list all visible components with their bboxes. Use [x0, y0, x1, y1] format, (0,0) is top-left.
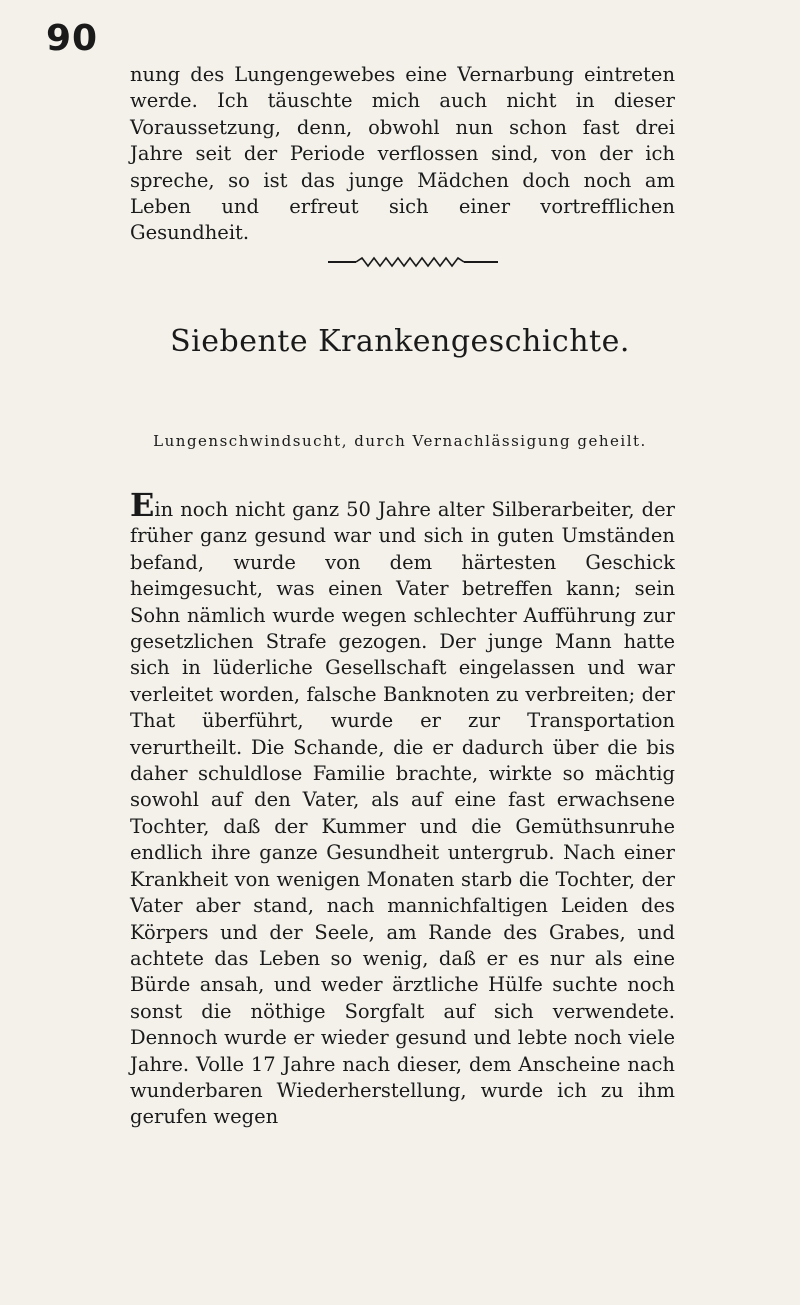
chapter-body-paragraph [130, 486, 675, 1131]
intro-paragraph: nung des Lungengewebes eine Vernarbung eintreten werde. Ich täuschte mich auch nicht in dieser Voraussetzung, denn, obwohl nun schon fast drei Jahre seit der Periode verflossen sind, von der ich spreche, so ist das junge Mädchen doch noch am Leben und erfreut sich einer vortrefflichen Gesundheit. [130, 63, 675, 245]
chapter-body-text: in noch nicht ganz 50 Jahre alter Silberarbeiter, der früher ganz gesund war und sich in guten Umständen befand, wurde von dem härtesten Geschick heimgesucht, was einen Vater betreffen kann; sein Sohn nämlich wurde wegen schlechter Aufführung zur gesetzlichen Strafe gezogen. Der junge Mann hatte sich in lüderliche Gesellschaft eingelassen und war verleitet worden, falsche Banknoten zu verbreiten; der That überführt, wurde er zur Transportation verurtheilt. Die Schande, die er dadurch über die bis daher schuldlose Familie brachte, wirkte so mächtig sowohl auf den Vater, als auf eine fast erwachsene Tochter, daß der Kummer und die Gemüthsunruhe endlich ihre ganze Gesundheit untergrub. Nach einer Krankheit von wenigen Monaten starb die Tochter, der Vater aber stand, nach mannichfaltigen Leiden des Körpers und der Seele, am Rande des Grabes, und achtete das Leben so wenig, daß er es nur als eine Bürde ansah, und weder ärztliche Hülfe suchte noch sonst die nöthige Sorgfalt auf sich verwendete. Dennoch wurde er wieder gesund und lebte noch viele Jahre. Volle 17 Jahre nach dieser, dem Anscheine nach wunderbaren Wiederherstellung, wurde ich zu ihm gerufen wegen [130, 498, 675, 1129]
chapter-subtitle: Lungenschwindsucht, durch Vernachlässigung geheilt. [153, 432, 647, 450]
intro-text-block [130, 62, 675, 247]
drop-initial: E [130, 486, 155, 524]
chapter-title: Siebente Krankengeschichte. [170, 324, 630, 359]
ornamental-divider [328, 256, 498, 268]
page-number: 90 [46, 18, 99, 59]
chapter-body-block [130, 486, 675, 1131]
